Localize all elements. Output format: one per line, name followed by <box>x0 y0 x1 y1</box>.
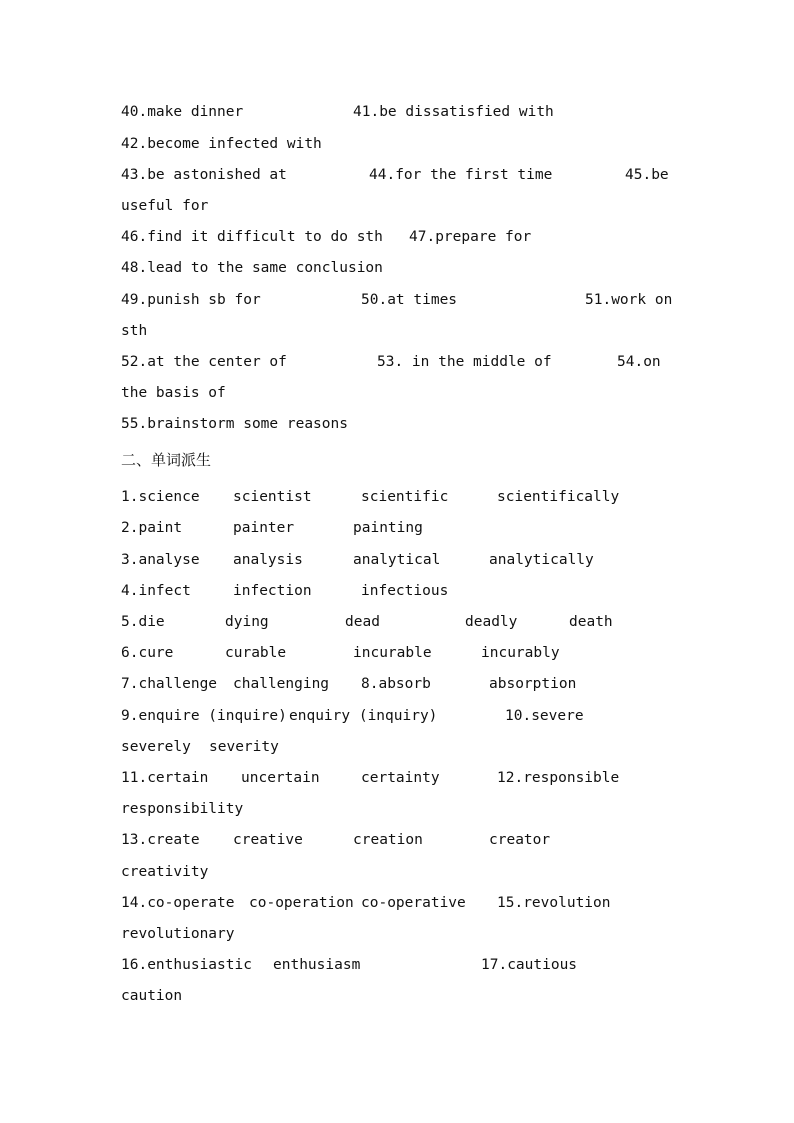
phrase-item: useful for <box>121 198 209 214</box>
word-item: incurably <box>481 645 560 661</box>
word-item: dying <box>225 614 269 630</box>
word-item: curable <box>225 645 287 661</box>
phrase-item: 43.be astonished at <box>121 167 287 183</box>
word-item: 14.co-operate <box>121 895 235 911</box>
word-item: challenging <box>233 676 330 692</box>
word-item: enthusiasm <box>273 957 361 973</box>
word-item: 10.severe <box>505 708 584 724</box>
word-item: 1.science <box>121 489 200 505</box>
phrase-item: 47.prepare for <box>409 229 532 245</box>
word-item: 7.challenge <box>121 676 218 692</box>
phrase-item: sth <box>121 323 148 339</box>
word-item: analytical <box>353 552 441 568</box>
word-item: severely <box>121 739 191 755</box>
word-item: 3.analyse <box>121 552 200 568</box>
phrase-item: 45.be <box>625 167 669 183</box>
word-item: analytically <box>489 552 594 568</box>
word-item: 12.responsible <box>497 770 620 786</box>
phrase-row <box>0 256 794 280</box>
word-item: infectious <box>361 583 449 599</box>
word-item: responsibility <box>121 801 244 817</box>
word-item: 16.enthusiastic <box>121 957 252 973</box>
word-item: uncertain <box>241 770 320 786</box>
word-row <box>0 735 794 759</box>
word-item: creator <box>489 832 551 848</box>
phrase-item: 40.make dinner <box>121 104 244 120</box>
word-item: scientist <box>233 489 312 505</box>
phrase-row <box>0 225 794 249</box>
word-item: severity <box>209 739 279 755</box>
word-item: certainty <box>361 770 440 786</box>
word-item: absorption <box>489 676 577 692</box>
phrase-row <box>0 319 794 343</box>
phrase-item: 48.lead to the same conclusion <box>121 260 383 276</box>
word-item: scientifically <box>497 489 620 505</box>
phrase-item: the basis of <box>121 385 226 401</box>
word-item: enquiry (inquiry) <box>289 708 438 724</box>
word-item: dead <box>345 614 380 630</box>
word-item: 6.cure <box>121 645 174 661</box>
section-heading-row <box>0 448 794 472</box>
word-item: death <box>569 614 613 630</box>
phrase-row <box>0 412 794 436</box>
word-item: revolutionary <box>121 926 235 942</box>
word-row <box>0 579 794 603</box>
word-row <box>0 672 794 696</box>
word-item: scientific <box>361 489 449 505</box>
word-row <box>0 610 794 634</box>
phrase-row <box>0 194 794 218</box>
phrase-item: 50.at times <box>361 292 458 308</box>
phrase-item: 44.for the first time <box>369 167 553 183</box>
word-row <box>0 548 794 572</box>
word-item: 8.absorb <box>361 676 431 692</box>
word-item: 11.certain <box>121 770 209 786</box>
phrase-row <box>0 100 794 124</box>
word-item: 2.paint <box>121 520 183 536</box>
word-item: painter <box>233 520 295 536</box>
phrase-row <box>0 288 794 312</box>
word-row <box>0 828 794 852</box>
word-row <box>0 953 794 977</box>
phrase-item: 46.find it difficult to do sth <box>121 229 383 245</box>
word-item: creativity <box>121 864 209 880</box>
word-item: co-operative <box>361 895 466 911</box>
word-item: 15.revolution <box>497 895 611 911</box>
phrase-item: 55.brainstorm some reasons <box>121 416 348 432</box>
phrase-row <box>0 350 794 374</box>
word-item: incurable <box>353 645 432 661</box>
phrase-item: 54.on <box>617 354 661 370</box>
word-row <box>0 797 794 821</box>
word-row <box>0 641 794 665</box>
word-item: 4.infect <box>121 583 191 599</box>
phrase-item: 53. in the middle of <box>377 354 552 370</box>
phrase-item: 51.work on <box>585 292 673 308</box>
word-item: caution <box>121 988 183 1004</box>
word-row <box>0 860 794 884</box>
phrase-item: 41.be dissatisfied with <box>353 104 554 120</box>
word-item: 17.cautious <box>481 957 578 973</box>
word-row <box>0 485 794 509</box>
word-item: creation <box>353 832 423 848</box>
word-item: analysis <box>233 552 303 568</box>
word-item: creative <box>233 832 303 848</box>
section-title: 二、单词派生 <box>121 451 212 469</box>
word-row <box>0 516 794 540</box>
phrase-item: 49.punish sb for <box>121 292 261 308</box>
word-row <box>0 704 794 728</box>
word-item: infection <box>233 583 312 599</box>
word-item: 9.enquire (inquire) <box>121 708 287 724</box>
word-row <box>0 766 794 790</box>
word-item: 5.die <box>121 614 165 630</box>
phrase-item: 42.become infected with <box>121 136 322 152</box>
phrase-item: 52.at the center of <box>121 354 287 370</box>
phrase-row <box>0 163 794 187</box>
word-row <box>0 984 794 1008</box>
phrase-row <box>0 381 794 405</box>
word-item: 13.create <box>121 832 200 848</box>
word-item: co-operation <box>249 895 354 911</box>
word-item: painting <box>353 520 423 536</box>
word-item: deadly <box>465 614 518 630</box>
word-row <box>0 891 794 915</box>
word-row <box>0 922 794 946</box>
phrase-row <box>0 132 794 156</box>
